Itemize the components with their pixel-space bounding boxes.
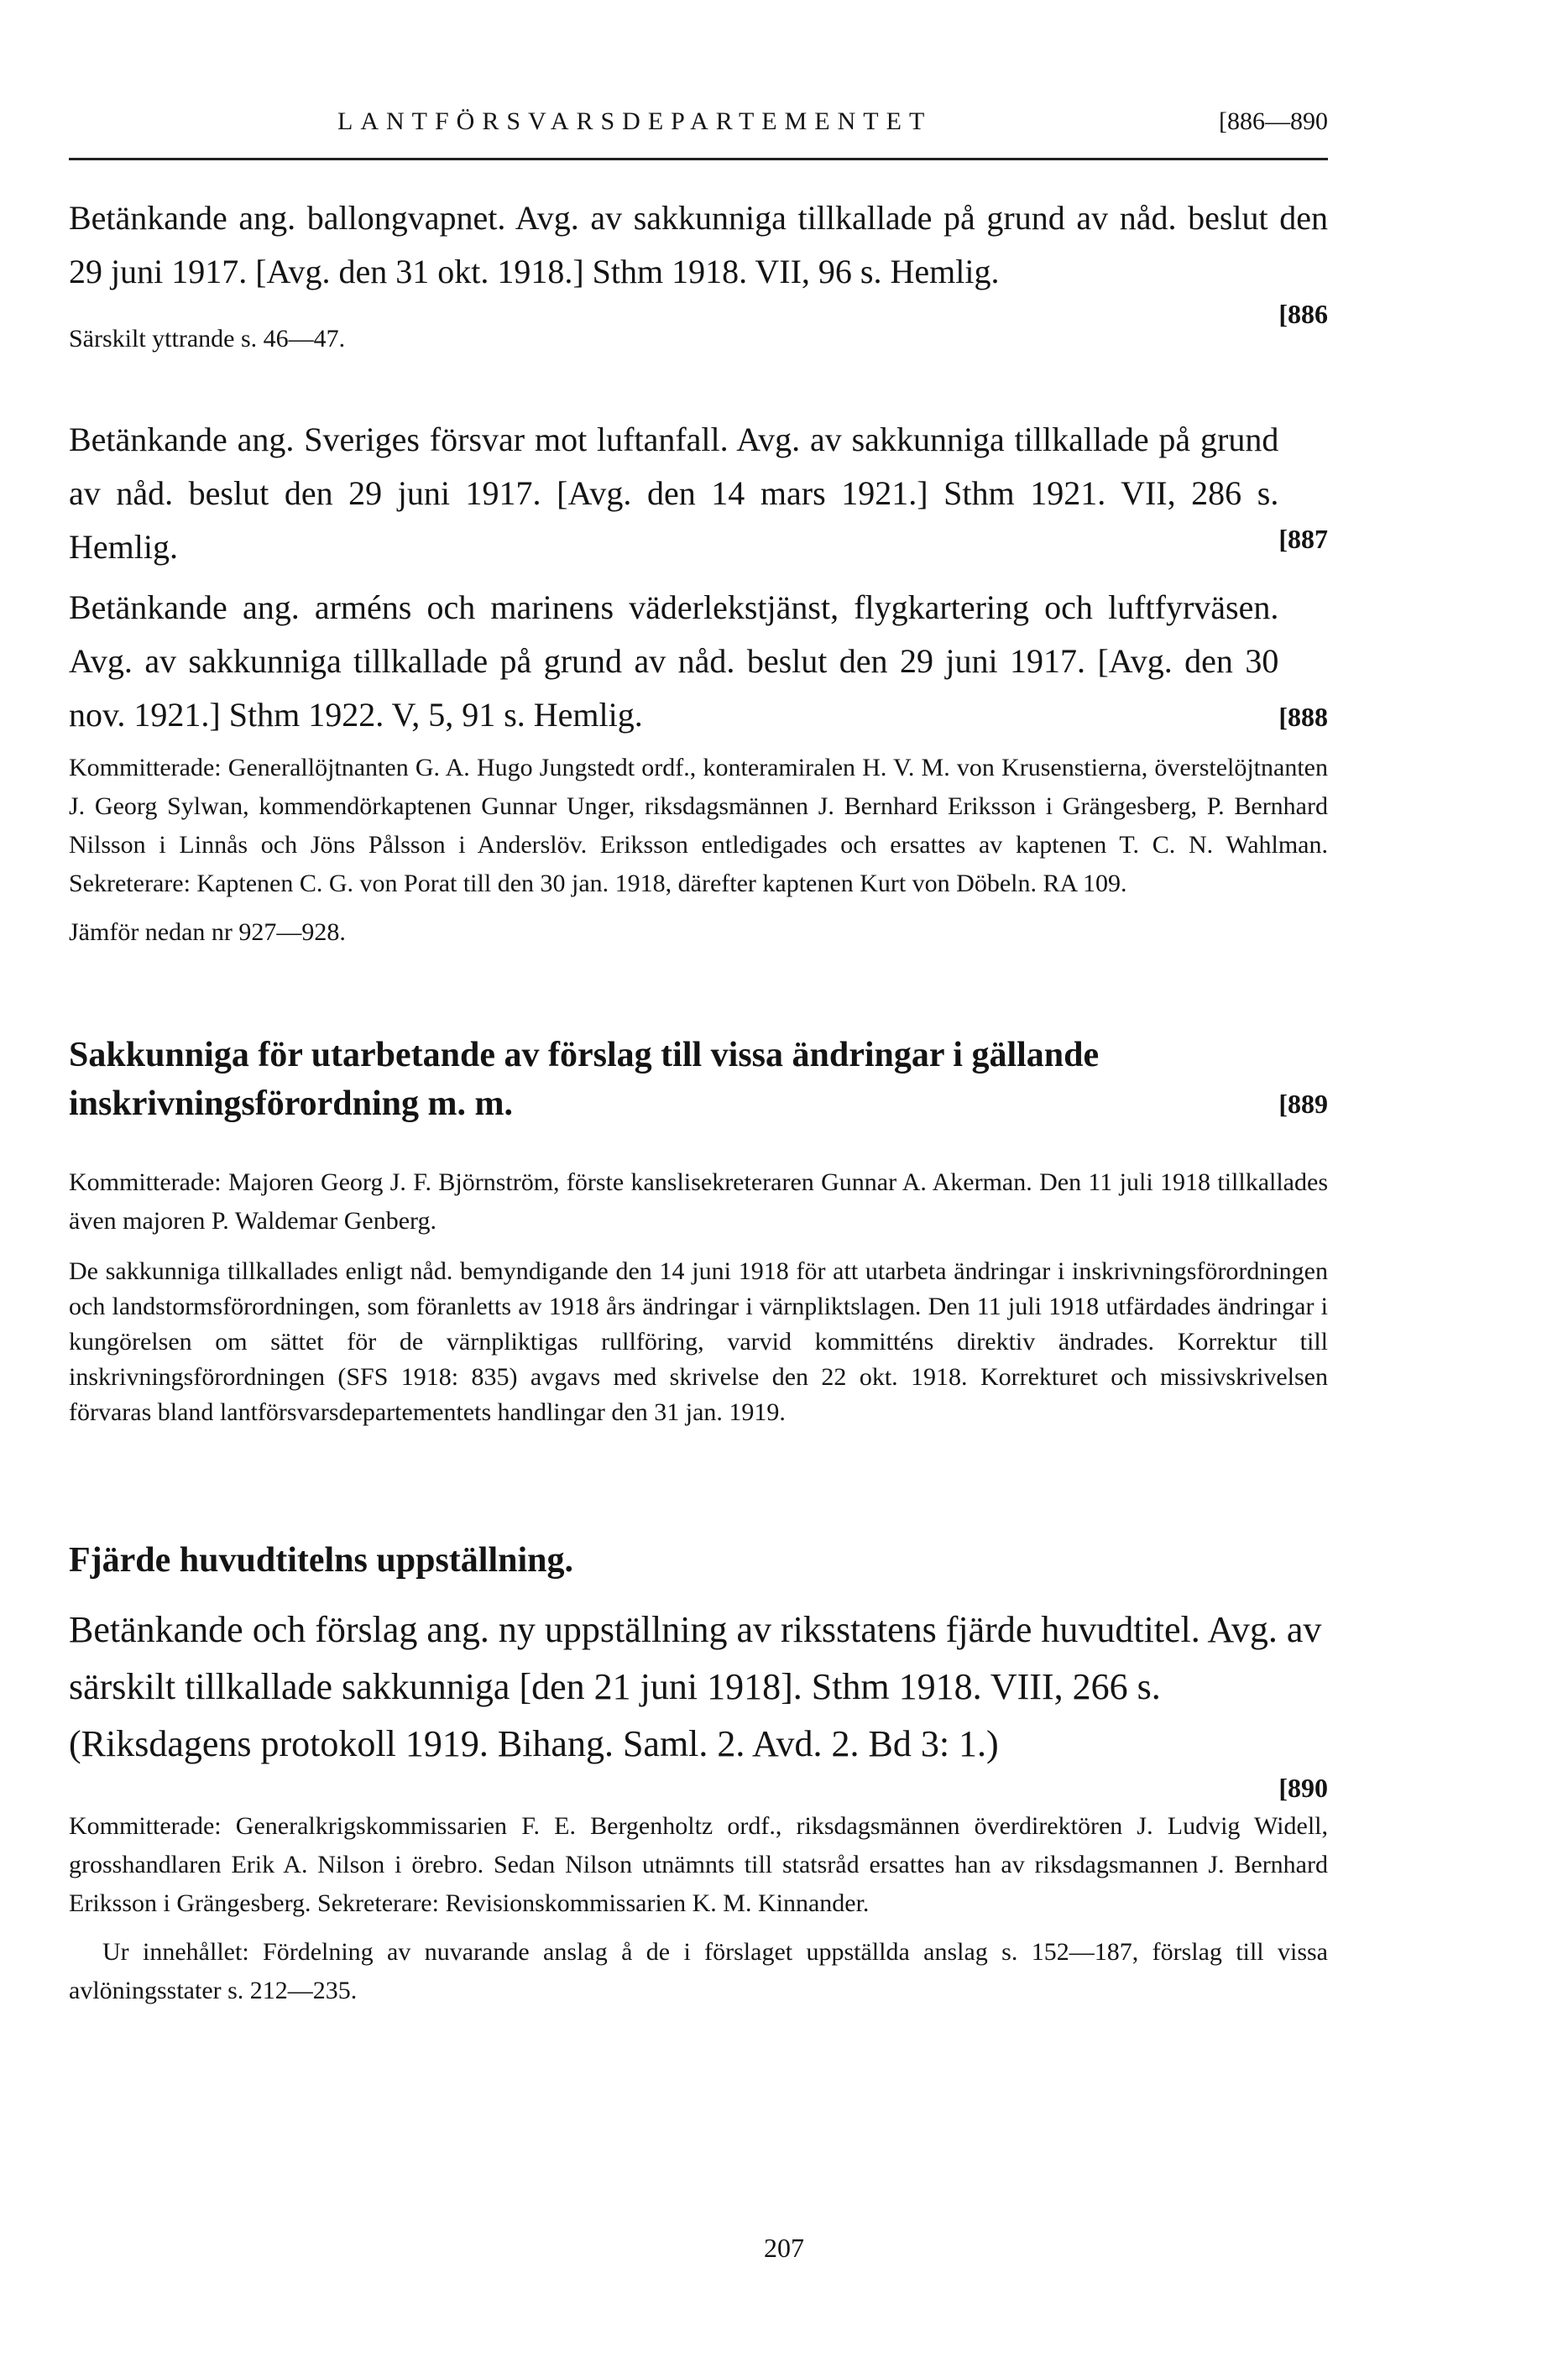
entry-889-heading: [889 Sakkunniga för utarbetande av förslag till vissa ändringar i gällande inskrivningsförordning m. m. [69,1031,1328,1128]
entry-888-compare: Jämför nedan nr 927—928. [69,918,346,946]
entry-886-note: Särskilt yttrande s. 46—47. [69,325,346,353]
entry-889-committee: Kommitterade: Majoren Georg J. F. Björnström, förste kanslisekreteraren Gunnar A. Akerman. Den 11 juli 1918 tillkallades även majoren P. Waldemar Genberg. [69,1168,1328,1235]
entry-888 [69,581,1328,952]
entry-889 [69,1031,1328,1430]
department-title: LANTFÖRSVARSDEPARTEMENTET [337,107,933,135]
running-header [69,107,1328,160]
page-number: 207 [764,2233,804,2263]
entry-890-contents: Ur innehållet: Fördelning av nuvarande anslag å de i förslaget uppställda anslag s. 152—187, förslag till vissa avlöningsstater s. 212—235. [69,1938,1328,2004]
entry-886 [69,191,1328,353]
entry-range: [886—890 [1219,107,1328,135]
entry-888-ref: [888 [1278,702,1328,732]
entry-890-text: Betänkande och förslag ang. ny uppställning av riksstatens fjärde huvudtitel. Avg. av särskilt tillkallade sakkunniga [den 21 juni 1918]. Sthm 1918. VIII, 266 s. (Riksdagens protokoll 1919. Bihang. Saml. 2. Avd. 2. Bd 3: 1.) [69,1609,1322,1764]
entry-888-text: [888 Betänkande ang. arméns och marinens väderlekstjänst, flygkartering och luftfyrväsen. Avg. av sakkunniga tillkallade på grund av nåd. beslut den 29 juni 1917. [Avg. den 30 nov. 1921.] Sthm 1922. V, 5, 91 s. Hemlig. [69,581,1328,742]
entry-890-ref: [890 [1278,1773,1328,1803]
entry-886-ref: [886 [1278,299,1328,329]
entry-887 [69,413,1328,574]
section-heading: Fjärde huvudtitelns uppställning. [69,1541,574,1580]
entry-887-ref: [887 [1278,524,1328,554]
entry-889-ref: [889 [1278,1089,1328,1119]
entry-890-committee: Kommitterade: Generalkrigskommissarien F. E. Bergenholtz ordf., riksdagsmännen överdirektören J. Ludvig Widell, grosshandlaren Erik A. Nilson i örebro. Sedan Nilson utnämnts till statsråd ersattes han av riksdagsmannen J. Bernhard Eriksson i Grängesberg. Sekreterare: Revisionskommissarien K. M. Kinnander. [69,1812,1328,1917]
entry-887-text: [887 Betänkande ang. Sveriges försvar mot luftanfall. Avg. av sakkunniga tillkallade på grund av nåd. beslut den 29 juni 1917. [Avg. den 14 mars 1921.] Sthm 1921. VII, 286 s. Hemlig. [69,421,1328,566]
entry-889-body: De sakkunniga tillkallades enligt nåd. bemyndigande den 14 juni 1918 för att utarbeta ändringar i inskrivningsförordningen och landstormsförordningen, som föranletts av 1918 års ändringar i värnpliktslagen. Den 11 juli 1918 utfärdades ändringar i kungörelsen om sättet för de värnpliktigas rullföring, varvid kommitténs direktiv ändrades. Korrektur till inskrivningsförordningen (SFS 1918: 835) avgavs med skrivelse den 22 okt. 1918. Korrekturet och missivskrivelsen förvaras bland lantförsvarsdepartementets handlingar den 31 jan. 1919. [69,1257,1328,1426]
entry-888-committee: Kommitterade: Generallöjtnanten G. A. Hugo Jungstedt ordf., konteramiralen H. V. M. von Krusenstierna, överstelöjtnanten J. Georg Sylwan, kommendörkaptenen Gunnar Unger, riksdagsmännen J. Bernhard Eriksson i Grängesberg, P. Bernhard Nilsson i Linnås och Jöns Pålsson i Anderslöv. Eriksson entledigades och ersattes av kaptenen T. C. N. Wahlman. Sekreterare: Kaptenen C. G. von Porat till den 30 jan. 1918, därefter kaptenen Kurt von Döbeln. RA 109. [69,754,1328,897]
entry-890 [69,1536,1328,2010]
entry-886-text: Betänkande ang. ballongvapnet. Avg. av sakkunniga tillkallade på grund av nåd. beslut den 29 juni 1917. [Avg. den 31 okt. 1918.] Sthm 1918. VII, 96 s. Hemlig. [69,199,1328,290]
